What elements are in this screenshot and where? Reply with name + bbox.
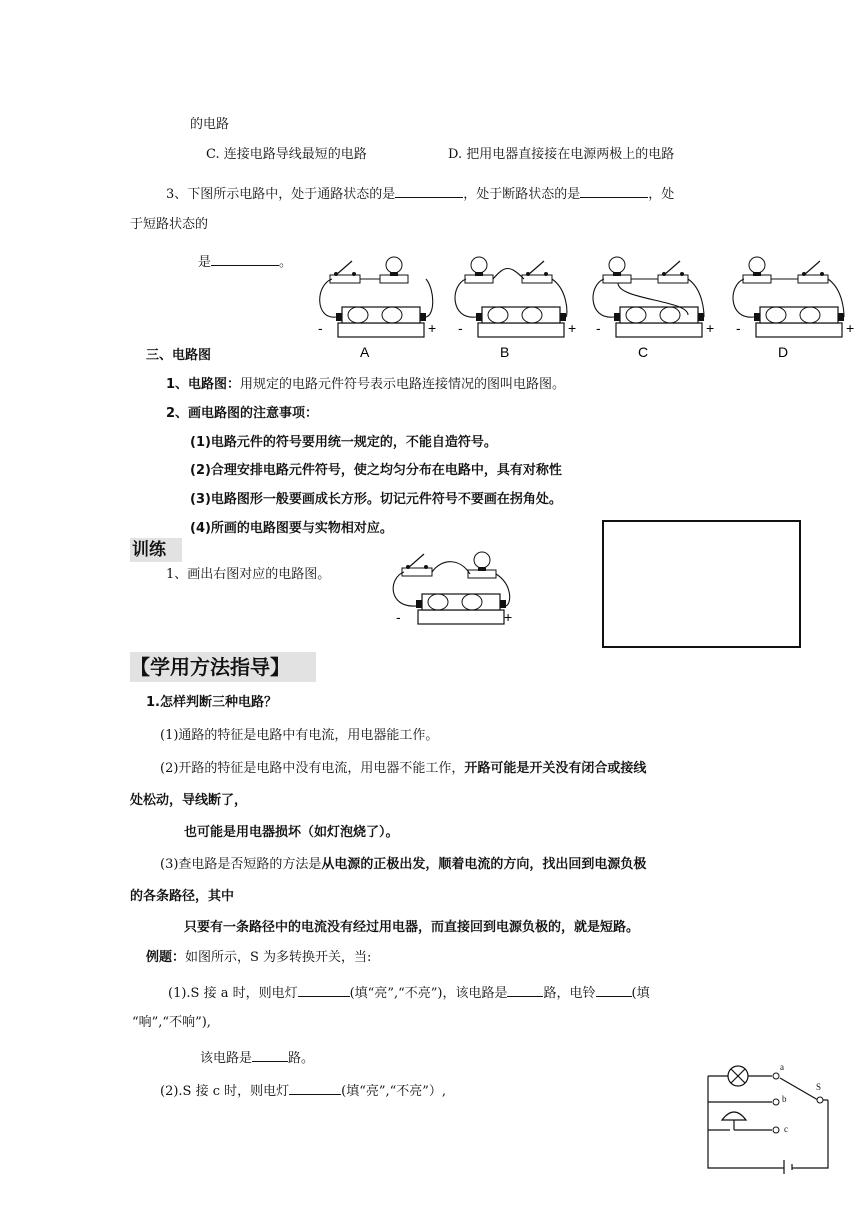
answer-drawing-box[interactable] [602,520,801,648]
method-p2-line1 [160,760,646,778]
q3-blank-short[interactable] [211,251,279,266]
q2-option-d: D. 把用电器直接接在电源两极上的电路 [448,147,675,162]
method-p3-text: (3)查电路是否短路的方法是 [160,857,322,872]
circuit-label-b: B [500,344,510,360]
example-s2-text-b: (填“亮”,“不亮”）, [341,1084,447,1099]
rule-2: (2)合理安排电路元件符号，使之均匀分布在电路中，具有对称性 [190,463,562,478]
method-p3-line1 [160,856,646,874]
svg-text:-: - [458,320,463,336]
example-s1-blank-circuit[interactable] [507,982,543,997]
method-title: 【学用方法指导】 [130,652,316,682]
method-p3-line2: 的各条路径，其中 [130,889,235,904]
section3-item1-text: 用规定的电路元件符号表示电路连接情况的图叫电路图。 [240,377,566,392]
method-p1: (1)通路的特征是电路中有电流，用电器能工作。 [160,728,439,743]
method-p2-line3: 也可能是用电器损坏（如灯泡烧了）。 [184,825,399,840]
example-s1-line1 [168,982,650,1003]
svg-text:+: + [428,320,437,336]
method-q1: 1.怎样判断三种电路？ [146,695,277,710]
q2-option-c: C. 连接电路导线最短的电路 [206,147,367,162]
example-label: 例题： [146,950,186,965]
q2-option-b-continuation: 的电路 [190,117,230,132]
circuit-label-c: C [638,344,649,360]
method-p3-line3: 只要有一条路径中的电流没有经过用电器，而直接回到电源负极的，就是短路。 [184,920,640,935]
q3-line2: 于短路状态的 [130,217,209,232]
svg-text:-: - [736,320,741,336]
diagram-label-b: b [782,1094,787,1104]
q3-line3 [198,251,292,272]
training-circuit-figure [390,548,520,638]
circuit-label-a: A [360,344,370,360]
example-s2-line1 [160,1080,446,1101]
example-s1-blank-bell[interactable] [596,982,632,997]
q3-text-1: 3、下图所示电路中，处于通路状态的是 [166,187,396,202]
method-p3-bold: 从电源的正极出发，顺着电流的方向，找出回到电源负极 [321,857,647,872]
svg-text:-: - [318,320,323,336]
svg-text:+: + [568,320,577,336]
svg-text:-: - [596,320,601,336]
example-s2-text-a: (2).S 接 c 时，则电灯 [160,1084,290,1099]
example-s1-text-f: 该电路是 [200,1051,253,1066]
example-s1-blank-circuit2[interactable] [252,1047,288,1062]
example-circuit-diagram [700,1058,840,1173]
rule-4: (4)所画的电路图要与实物相对应。 [190,521,393,536]
method-p2-line2: 处松动，导线断了， [130,793,248,808]
q3-blank-open[interactable] [580,183,648,198]
rule-1: (1)电路元件的符号要用统一规定的，不能自造符号。 [190,435,497,450]
example-s1-text-b: (填“亮”,“不亮”)，该电路是 [349,986,508,1001]
example-s2-blank-lamp[interactable] [289,1080,341,1095]
circuit-figures-abcd [310,245,855,365]
example-intro-text: 如图所示，S 为多转换开关，当: [185,950,372,965]
training-q1: 1、画出右图对应的电路图。 [166,567,331,582]
example-s1-line2: “响”,“不响”), [132,1015,211,1030]
q3-text-2: ，处于断路状态的是 [463,187,581,202]
section3-item1 [166,376,565,394]
svg-text:-: - [396,609,401,625]
method-p2-bold: 开路可能是开关没有闭合或接线 [464,761,647,776]
example-s1-text-g: 路。 [288,1051,315,1066]
example-s1-blank-lamp[interactable] [298,982,350,997]
diagram-label-s: S [816,1082,822,1092]
diagram-label-a: a [780,1062,784,1072]
example-intro [146,949,371,967]
rule-3: (3)电路图形一般要画成长方形。切记元件符号不要画在拐角处。 [190,492,562,507]
q3-blank-closed[interactable] [395,183,463,198]
example-s1-text-a: (1).S 接 a 时，则电灯 [168,986,298,1001]
section3-item2: 2、画电路图的注意事项： [166,406,319,421]
svg-text:+: + [846,320,855,336]
example-s1-text-d: (填 [631,986,650,1001]
section3-item1-label: 1、电路图： [166,377,241,392]
q3-text-5: 。 [279,255,293,270]
q3-text-4: 是 [198,255,212,270]
circuit-label-d: D [778,344,789,360]
svg-text:+: + [504,609,513,625]
q3-text-3: ，处 [648,187,675,202]
example-s1-text-c: 路，电铃 [543,986,596,1001]
training-title: 训练 [130,538,182,562]
q3-line1 [166,183,674,204]
diagram-label-c: c [784,1124,788,1134]
example-s1-line3 [200,1047,314,1068]
method-p2-text: (2)开路的特征是电路中没有电流，用电器不能工作， [160,761,465,776]
svg-text:+: + [706,320,715,336]
section3-title: 三、电路图 [146,348,212,363]
